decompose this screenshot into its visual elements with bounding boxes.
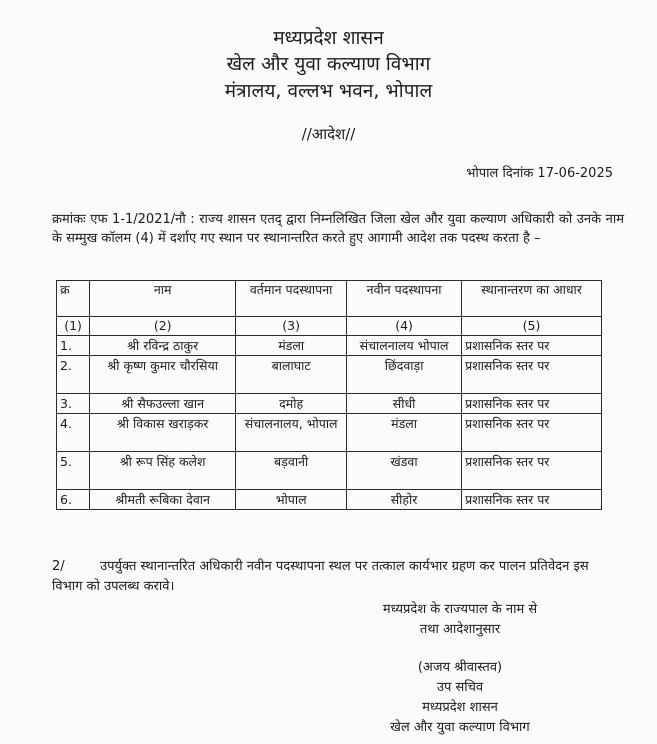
header-address: मंत्रालय, वल्लभ भवन, भोपाल	[224, 80, 433, 102]
cell-new-posting: सीहोर	[347, 490, 462, 510]
cell-name: श्रीमती रूबिका देवान	[90, 490, 236, 510]
cell-name: श्री कृष्ण कुमार चौरसिया	[90, 356, 236, 394]
cell-new-posting: मंडला	[347, 414, 462, 452]
table-row	[57, 490, 602, 510]
intro-paragraph: क्रमांकः एफ 1-1/2021/नौ : राज्य शासन एतद् द्वारा निम्नलिखित जिला खेल और युवा कल्याण अधिकारी को उनके नाम के सम्मुख कॉलम (4) में दर्शाए गए स्थान पर स्थानान्तरित करते हुए आगामी आदेश तक पदस्थ करता है –	[52, 212, 624, 246]
cell-current-posting: संचालनालय, भोपाल	[236, 414, 347, 452]
cell-name: श्री विकास खराड़कर	[90, 414, 236, 452]
cell-sn: 6.	[57, 490, 90, 510]
table-row	[57, 452, 602, 490]
cell-current-posting: दमोह	[236, 394, 347, 414]
signatory-block	[330, 658, 590, 738]
instruction-paragraph	[52, 557, 612, 597]
header-sn: क्र	[57, 281, 90, 317]
col-number: (2)	[90, 317, 236, 336]
cell-sn: 5.	[57, 452, 90, 490]
cell-sn: 2.	[57, 356, 90, 394]
cell-name: श्री रविन्द्र ठाकुर	[90, 336, 236, 356]
cell-transfer-basis: प्रशासनिक स्तर पर	[462, 452, 602, 490]
cell-transfer-basis: प्रशासनिक स्तर पर	[462, 394, 602, 414]
cell-current-posting: मंडला	[236, 336, 347, 356]
cell-name: श्री सैफउल्ला खान	[90, 394, 236, 414]
signatory-department: खेल और युवा कल्याण विभाग	[390, 720, 530, 735]
cell-transfer-basis: प्रशासनिक स्तर पर	[462, 414, 602, 452]
cell-current-posting: बालाघाट	[236, 356, 347, 394]
col-number: (5)	[462, 317, 602, 336]
table-header-row	[57, 281, 602, 317]
paragraph-number: 2/	[52, 559, 65, 574]
cell-name: श्री रूप सिंह कलेश	[90, 452, 236, 490]
authority-line-2: तथा आदेशानुसार	[419, 622, 501, 637]
cell-sn: 3.	[57, 394, 90, 414]
table-row	[57, 394, 602, 414]
cell-new-posting: संचालनालय भोपाल	[347, 336, 462, 356]
cell-transfer-basis: प्रशासनिक स्तर पर	[462, 356, 602, 394]
header-govt: मध्यप्रदेश शासन	[273, 27, 384, 49]
cell-transfer-basis: प्रशासनिक स्तर पर	[462, 490, 602, 510]
col-number: (3)	[236, 317, 347, 336]
header-transfer-basis: स्थानान्तरण का आधार	[462, 281, 602, 317]
signatory-govt: मध्यप्रदेश शासन	[422, 700, 498, 715]
signatory-designation: उप सचिव	[436, 680, 484, 695]
cell-new-posting: छिंदवाड़ा	[347, 356, 462, 394]
authority-line-1: मध्यप्रदेश के राज्यपाल के नाम से	[382, 602, 538, 617]
cell-current-posting: बड़वानी	[236, 452, 347, 490]
signatory-name: (अजय श्रीवास्तव)	[417, 660, 503, 675]
table-row	[57, 356, 602, 394]
order-date: भोपाल दिनांक 17-06-2025	[466, 166, 613, 181]
transfer-table	[56, 280, 602, 510]
table-column-number-row	[57, 317, 602, 336]
order-title: //आदेश//	[301, 125, 356, 143]
cell-sn: 4.	[57, 414, 90, 452]
cell-transfer-basis: प्रशासनिक स्तर पर	[462, 336, 602, 356]
header-new-posting: नवीन पदस्थापना	[347, 281, 462, 317]
cell-new-posting: सीधी	[347, 394, 462, 414]
table-row	[57, 336, 602, 356]
header-current-posting: वर्तमान पदस्थापना	[236, 281, 347, 317]
cell-sn: 1.	[57, 336, 90, 356]
col-number: (1)	[57, 317, 90, 336]
cell-new-posting: खंडवा	[347, 452, 462, 490]
header-department: खेल और युवा कल्याण विभाग	[226, 53, 431, 75]
cell-current-posting: भोपाल	[236, 490, 347, 510]
header-name: नाम	[90, 281, 236, 317]
authority-block	[330, 600, 590, 640]
table-row	[57, 414, 602, 452]
instruction-text: उपर्युक्त स्थानान्तरित अधिकारी नवीन पदस्थापना स्थल पर तत्काल कार्यभार ग्रहण कर पालन प्रतिवेदन इस विभाग को उपलब्ध करावे।	[52, 559, 589, 594]
col-number: (4)	[347, 317, 462, 336]
